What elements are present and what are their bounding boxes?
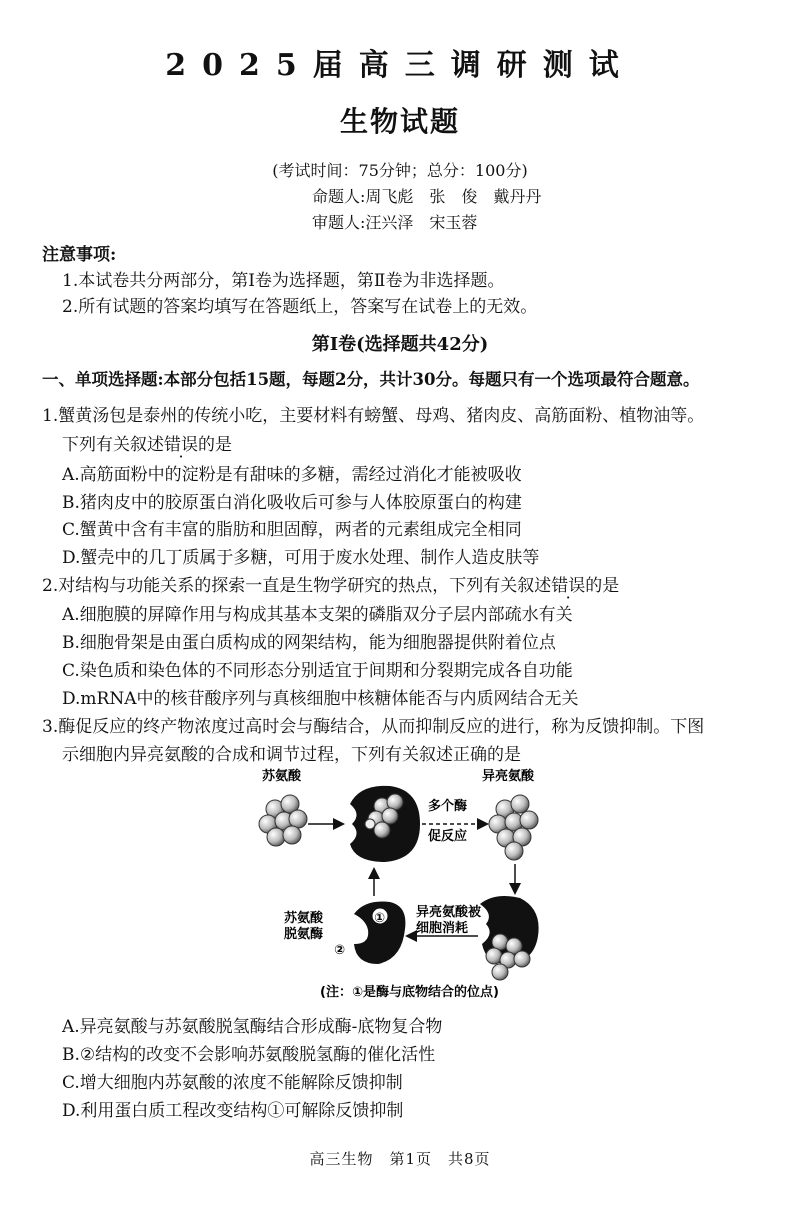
q1-stem-line2	[62, 430, 232, 455]
q2-stem-pre: 2.对结构与功能关系的探索一直是生物学研究的热点，下列有关叙述	[42, 576, 552, 596]
question-setters: 命题人:周飞彪 张 俊 戴丹丹	[312, 187, 542, 206]
label-consumed-1: 异亮氨酸被	[416, 905, 482, 920]
q1-stem-line1: 1.蟹黄汤包是泰州的传统小吃，主要材料有螃蟹、母鸡、猪肉皮、高筋面粉、植物油等。	[42, 406, 705, 426]
label-enzyme-1: 苏氨酸	[284, 911, 324, 926]
subject-title: 生物试题	[339, 105, 460, 138]
label-enzyme-2: 脱氨酶	[284, 927, 324, 942]
question-reviewers: 审题人:汪兴泽 宋玉蓉	[312, 213, 478, 232]
q3-option-c: C.增大细胞内苏氨酸的浓度不能解除反馈抑制	[62, 1073, 403, 1093]
notice-item-2: 2.所有试题的答案均填写在答题纸上，答案写在试卷上的无效。	[62, 297, 538, 317]
diagram-note: (注：①是酶与底物结合的位点)	[320, 985, 499, 1000]
q3-stem-line2: 示细胞内异亮氨酸的合成和调节过程，下列有关叙述正确的是	[62, 745, 521, 765]
q2-emphasis: 错误	[551, 576, 586, 596]
q2-option-a: A.细胞膜的屏障作用与构成其基本支架的磷脂双分子层内部疏水有关	[62, 605, 573, 625]
feedback-inhibition-diagram	[250, 764, 550, 1004]
q1-emphasis: 错误	[164, 435, 198, 455]
q3-option-d: D.利用蛋白质工程改变结构①可解除反馈抑制	[62, 1101, 404, 1121]
notice-heading: 注意事项:	[42, 245, 117, 265]
threonine-molecule-icon	[259, 795, 307, 846]
marker-site-2: ②	[334, 943, 346, 958]
q3-option-a: A.异亮氨酸与苏氨酸脱氢酶结合形成酶-底物复合物	[62, 1017, 443, 1037]
exam-info: (考试时间：75分钟；总分：100分)	[272, 161, 528, 180]
label-consumed-2: 细胞消耗	[416, 921, 469, 936]
enzyme-substrate-complex-icon	[350, 786, 420, 862]
isoleucine-molecule-icon	[489, 795, 538, 860]
q1-option-d: D.蟹壳中的几丁质属于多糖，可用于废水处理、制作人造皮肤等	[62, 548, 540, 568]
part1-heading: 第Ⅰ卷(选择题共42分)	[311, 334, 489, 355]
q2-stem-post: 的是	[585, 576, 620, 596]
exam-title: 2025届高三调研测试	[165, 48, 635, 83]
page-footer: 高三生物 第1页 共8页	[309, 1150, 491, 1168]
q2-option-b: B.细胞骨架是由蛋白质构成的网架结构，能为细胞器提供附着位点	[62, 633, 556, 653]
section-instructions: 一、单项选择题:本部分包括15题，每题2分，共计30分。每题只有一个选项最符合题意。	[42, 370, 700, 389]
q2-stem	[42, 571, 619, 596]
marker-site-1: ①	[374, 911, 386, 926]
inhibited-enzyme-icon	[480, 896, 539, 980]
diagram-svg	[250, 764, 550, 1004]
q1-option-a: A.高筋面粉中的淀粉是有甜味的多糖，需经过消化才能被吸收	[62, 465, 522, 485]
q2-option-d: D.mRNA中的核苷酸序列与真核细胞中核糖体能否与内质网结合无关	[62, 689, 579, 709]
q1-option-b: B.猪肉皮中的胶原蛋白消化吸收后可参与人体胶原蛋白的构建	[62, 493, 522, 513]
notice-item-1: 1.本试卷共分两部分，第Ⅰ卷为选择题，第Ⅱ卷为非选择题。	[62, 271, 505, 291]
label-multi-enzyme-1: 多个酶	[428, 799, 468, 814]
label-isoleucine: 异亮氨酸	[482, 769, 535, 784]
label-multi-enzyme-2: 促反应	[428, 829, 468, 844]
q3-stem-line1: 3.酶促反应的终产物浓度过高时会与酶结合，从而抑制反应的进行，称为反馈抑制。下图	[42, 717, 705, 737]
label-threonine: 苏氨酸	[262, 769, 302, 784]
q3-option-b: B.②结构的改变不会影响苏氨酸脱氢酶的催化活性	[62, 1045, 436, 1065]
q1-stem-pre: 下列有关叙述	[62, 435, 164, 455]
q1-stem-post: 的是	[198, 435, 232, 455]
q1-option-c: C.蟹黄中含有丰富的脂肪和胆固醇，两者的元素组成完全相同	[62, 520, 522, 540]
q2-option-c: C.染色质和染色体的不同形态分别适宜于间期和分裂期完成各自功能	[62, 661, 573, 681]
